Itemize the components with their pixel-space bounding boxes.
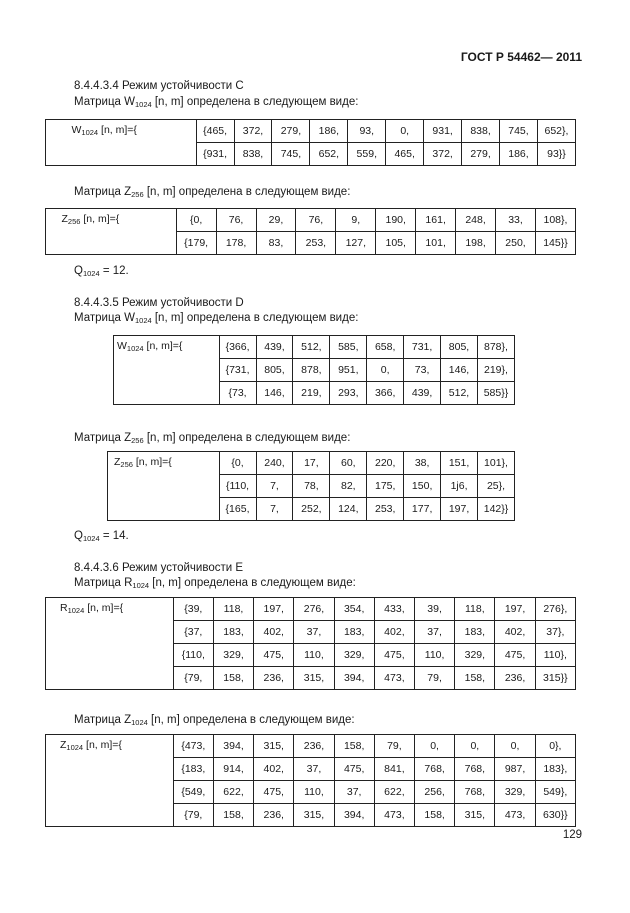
matrix-cell: 110, [294,781,334,804]
matrix-cell: 315, [254,735,294,758]
matrix-cell: 158, [415,804,455,827]
matrix-cell: 110, [415,644,455,667]
matrix-cell: 475, [254,644,294,667]
matrix-intro-z256-c: Матрица $Z_{256}$ [n, m] определена в следующем виде: [74,186,351,199]
matrix-cell: 79, [415,667,455,690]
matrix-table [45,208,576,255]
matrix-cell: 585, [330,336,367,359]
matrix-cell: {366, [219,336,256,359]
matrix-cell: 475, [374,644,414,667]
matrix-cell: 220, [367,452,404,475]
matrix-cell: 838, [462,120,500,143]
matrix-cell: {183, [173,758,213,781]
matrix-cell: 731, [404,336,441,359]
matrix-cell: 101}, [478,452,515,475]
matrix-cell: 394, [213,735,253,758]
matrix-cell: 276}, [535,598,575,621]
q-value-c: $Q_{1024} = 12$. [74,265,129,278]
matrix-cell: 37, [294,621,334,644]
matrix-cell: 145}} [535,232,575,255]
matrix-cell: 73, [404,359,441,382]
matrix-cell: 25}, [478,475,515,498]
matrix-cell: 118, [455,598,495,621]
matrix-cell: 402, [374,621,414,644]
matrix-cell: {165, [219,498,256,521]
matrix-cell: 475, [254,781,294,804]
matrix-cell: 366, [367,382,404,405]
matrix-cell: 372, [424,143,462,166]
matrix-cell: 951, [330,359,367,382]
matrix-cell: {473, [173,735,213,758]
matrix-cell: 622, [374,781,414,804]
matrix-cell: 0, [386,120,424,143]
matrix-cell: 512, [293,336,330,359]
matrix-cell: 329, [495,781,535,804]
matrix-cell: 838, [234,143,272,166]
matrix-cell: 146, [441,359,478,382]
matrix-cell: 329, [455,644,495,667]
matrix-cell: 158, [213,804,253,827]
matrix-cell: {79, [173,804,213,827]
matrix-cell: 475, [334,758,374,781]
matrix-label: $Z_{256}$ [n, m]={ [46,209,177,255]
matrix-cell: 127, [336,232,376,255]
matrix-cell: 177, [404,498,441,521]
matrix-cell: 7, [256,475,293,498]
matrix-table [107,451,515,521]
matrix-cell: {465, [196,120,234,143]
section-heading-c: 8.4.4.3.4 Режим устойчивости C [74,80,244,92]
matrix-cell: 372, [234,120,272,143]
matrix-cell: {0, [176,209,216,232]
matrix-cell: 914, [213,758,253,781]
matrix-cell: 93, [348,120,386,143]
matrix-cell: 878}, [477,336,514,359]
matrix-cell: 7, [256,498,293,521]
matrix-cell: 236, [495,667,535,690]
matrix-cell: 252, [293,498,330,521]
matrix-row [46,735,576,758]
matrix-cell: 186, [310,120,348,143]
matrix-cell: 465, [386,143,424,166]
matrix-cell: 9, [336,209,376,232]
matrix-cell: 931, [424,120,462,143]
matrix-cell: 0, [455,735,495,758]
matrix-cell: 253, [296,232,336,255]
matrix-cell: 158, [334,735,374,758]
matrix-cell: {0, [219,452,256,475]
matrix-label: $W_{1024}$ [n, m]={ [114,336,220,405]
matrix-cell: 108}, [535,209,575,232]
matrix-cell: 183, [334,621,374,644]
matrix-label: $Z_{1024}$ [n, m]={ [46,735,174,827]
matrix-cell: 190, [376,209,416,232]
matrix-cell: 197, [254,598,294,621]
matrix-cell: 745, [272,143,310,166]
q-value-d: $Q_{1024} = 14$. [74,530,129,543]
matrix-cell: 17, [293,452,330,475]
matrix-intro-w1024-d: Матрица $W_{1024}$ [n, m] определена в следующем виде: [74,312,359,325]
matrix-cell: 315, [294,804,334,827]
matrix-table [113,335,515,405]
matrix-cell: {37, [173,621,213,644]
document-header: ГОСТ Р 54462— 2011 [460,50,582,64]
matrix-cell: 279, [272,120,310,143]
matrix-cell: 198, [456,232,496,255]
matrix-cell: 240, [256,452,293,475]
matrix-cell: 183, [213,621,253,644]
matrix-cell: {549, [173,781,213,804]
matrix-cell: 110, [294,644,334,667]
matrix-cell: 549}, [535,781,575,804]
matrix-cell: 402, [254,621,294,644]
matrix-label: $W_{1024}$ [n, m]={ [46,120,197,166]
matrix-cell: 841, [374,758,414,781]
matrix-cell: 33, [496,209,536,232]
matrix-cell: 93}} [537,143,575,166]
matrix-cell: {179, [176,232,216,255]
matrix-cell: {110, [173,644,213,667]
matrix-cell: 439, [256,336,293,359]
matrix-cell: 0, [367,359,404,382]
matrix-cell: 475, [495,644,535,667]
matrix-cell: 745, [500,120,538,143]
matrix-cell: 248, [456,209,496,232]
matrix-cell: 768, [455,758,495,781]
matrix-cell: 38, [404,452,441,475]
matrix-label: $R_{1024}$ [n, m]={ [46,598,174,690]
matrix-cell: 146, [256,382,293,405]
matrix-cell: 105, [376,232,416,255]
matrix-cell: 158, [455,667,495,690]
matrix-cell: 329, [334,644,374,667]
matrix-cell: {79, [173,667,213,690]
matrix-cell: 79, [374,735,414,758]
matrix-cell: 652}, [537,120,575,143]
matrix-cell: 236, [294,735,334,758]
matrix-cell: {731, [219,359,256,382]
matrix-cell: 439, [404,382,441,405]
matrix-cell: 279, [462,143,500,166]
matrix-intro-z1024-e: Матрица $Z_{1024}$ [n, m] определена в следующем виде: [74,714,355,727]
matrix-cell: 197, [495,598,535,621]
matrix-cell: 118, [213,598,253,621]
matrix-cell: 250, [496,232,536,255]
matrix-cell: 805, [256,359,293,382]
matrix-cell: 630}} [535,804,575,827]
matrix-cell: 183, [455,621,495,644]
matrix-cell: 315}} [535,667,575,690]
matrix-cell: 151, [441,452,478,475]
matrix-cell: 175, [367,475,404,498]
matrix-cell: 0}, [535,735,575,758]
matrix-cell: {110, [219,475,256,498]
matrix-cell: 219}, [477,359,514,382]
matrix-intro-z256-d: Матрица $Z_{256}$ [n, m] определена в следующем виде: [74,432,351,445]
matrix-cell: 236, [254,667,294,690]
matrix-cell: 60, [330,452,367,475]
matrix-cell: 768, [415,758,455,781]
matrix-cell: 186, [500,143,538,166]
matrix-cell: 473, [374,667,414,690]
matrix-table [45,119,576,166]
matrix-cell: 329, [213,644,253,667]
matrix-cell: {39, [173,598,213,621]
matrix-cell: 37, [334,781,374,804]
matrix-cell: 987, [495,758,535,781]
matrix-cell: 37, [415,621,455,644]
matrix-cell: 315, [455,804,495,827]
matrix-cell: 78, [293,475,330,498]
matrix-cell: 101, [416,232,456,255]
matrix-cell: 559, [348,143,386,166]
matrix-cell: 256, [415,781,455,804]
matrix-table [45,734,576,827]
matrix-cell: 183}, [535,758,575,781]
matrix-cell: 150, [404,475,441,498]
matrix-cell: 658, [367,336,404,359]
matrix-row [46,120,576,143]
matrix-cell: 622, [213,781,253,804]
matrix-cell: 1j6, [441,475,478,498]
matrix-cell: 82, [330,475,367,498]
matrix-cell: {73, [219,382,256,405]
matrix-cell: 402, [495,621,535,644]
matrix-intro-w1024-c: Матрица $W_{1024}$ [n, m] определена в следующем виде: [74,96,359,109]
matrix-cell: 219, [293,382,330,405]
section-heading-e: 8.4.4.3.6 Режим устойчивости E [74,562,244,574]
matrix-cell: 161, [416,209,456,232]
matrix-cell: 178, [216,232,256,255]
matrix-cell: 83, [256,232,296,255]
matrix-cell: 0, [415,735,455,758]
matrix-row [108,452,515,475]
matrix-cell: 878, [293,359,330,382]
page-number: 129 [562,829,582,841]
matrix-cell: 473, [495,804,535,827]
matrix-cell: 110}, [535,644,575,667]
section-heading-d: 8.4.4.3.5 Режим устойчивости D [74,297,244,309]
matrix-cell: 276, [294,598,334,621]
matrix-label: $Z_{256}$ [n, m]={ [108,452,220,521]
matrix-table [45,597,576,690]
matrix-cell: 197, [441,498,478,521]
matrix-cell: 158, [213,667,253,690]
matrix-cell: 394, [334,804,374,827]
matrix-cell: 473, [374,804,414,827]
matrix-cell: {931, [196,143,234,166]
matrix-cell: 433, [374,598,414,621]
matrix-cell: 394, [334,667,374,690]
matrix-cell: 142}} [478,498,515,521]
matrix-intro-r1024-e: Матрица $R_{1024}$ [n, m] определена в следующем виде: [74,577,356,590]
matrix-cell: 402, [254,758,294,781]
matrix-cell: 652, [310,143,348,166]
matrix-cell: 76, [296,209,336,232]
matrix-cell: 585}} [477,382,514,405]
matrix-cell: 236, [254,804,294,827]
matrix-cell: 37}, [535,621,575,644]
matrix-cell: 253, [367,498,404,521]
matrix-cell: 124, [330,498,367,521]
matrix-cell: 29, [256,209,296,232]
matrix-row [46,598,576,621]
matrix-cell: 315, [294,667,334,690]
matrix-cell: 293, [330,382,367,405]
matrix-row [114,336,515,359]
matrix-cell: 39, [415,598,455,621]
matrix-cell: 37, [294,758,334,781]
matrix-row [46,209,576,232]
matrix-cell: 768, [455,781,495,804]
matrix-cell: 805, [441,336,478,359]
matrix-cell: 0, [495,735,535,758]
matrix-cell: 512, [441,382,478,405]
matrix-cell: 354, [334,598,374,621]
matrix-cell: 76, [216,209,256,232]
